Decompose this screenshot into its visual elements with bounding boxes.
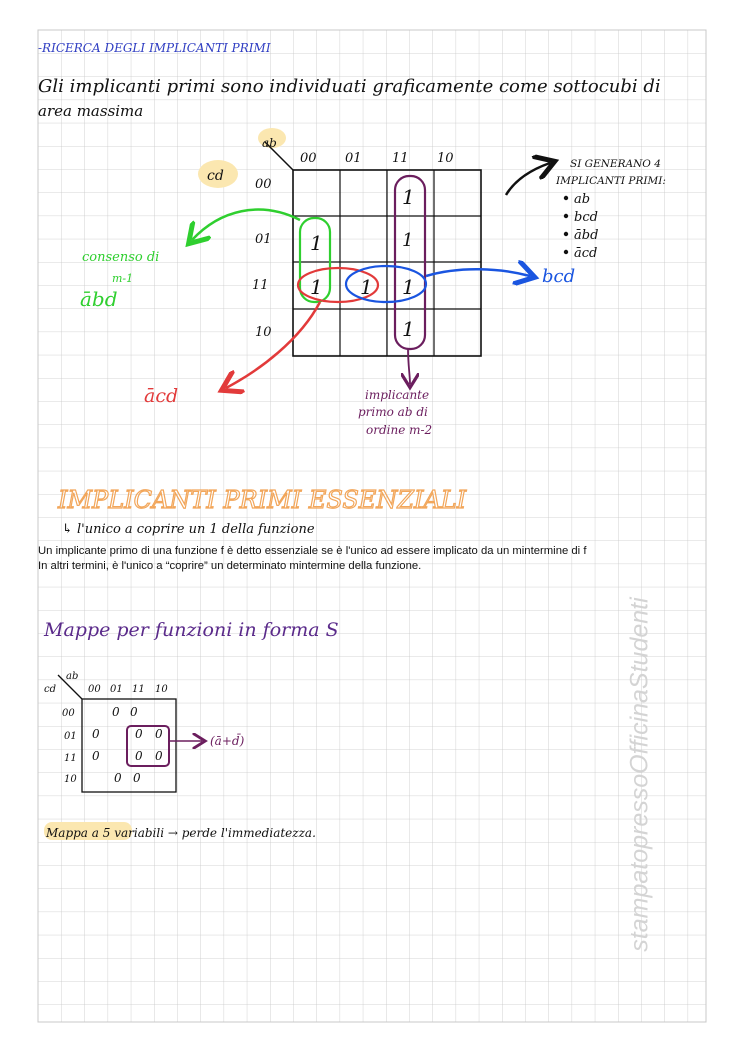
kmap2-col-00: 00 xyxy=(88,684,101,695)
kmap2-zero: 0 xyxy=(155,749,163,763)
kmap2-zero: 0 xyxy=(92,727,100,741)
kmap1-one: 1 xyxy=(402,317,415,341)
typed-definition-line1: Un implicante primo di una funzione f è detto essenziale se è l'unico ad essere implicato da un mintermine di f xyxy=(38,545,587,557)
kmap2-zero: 0 xyxy=(112,705,120,719)
kmap1-one: 1 xyxy=(402,185,415,209)
kmap1-col-11: 11 xyxy=(392,151,409,166)
kmap2-col-10: 10 xyxy=(155,684,168,695)
generated-item: ab xyxy=(574,192,591,207)
kmap2-zero: 0 xyxy=(135,727,143,741)
generated-item: ācd xyxy=(574,246,598,261)
kmap2-row-00: 00 xyxy=(62,708,75,719)
kmap1-row-01: 01 xyxy=(255,232,272,247)
typed-definition-line2: In altri termini, è l'unico a “coprire” un determinato mintermine della funzione. xyxy=(38,560,422,572)
kmap1-row-00: 00 xyxy=(255,177,272,192)
generated-line2: IMPLICANTI PRIMI: xyxy=(556,175,666,187)
kmap2-zero: 0 xyxy=(155,727,163,741)
bullet xyxy=(564,196,568,200)
kmap2-col-01: 01 xyxy=(110,684,123,695)
section3-title: Mappe per funzioni in forma S xyxy=(44,619,339,641)
kmap1-cd-label: cd xyxy=(207,168,224,184)
consenso-line2: m-1 xyxy=(112,272,134,285)
kmap1-one: 1 xyxy=(310,231,323,255)
section1-line1: Gli implicanti primi sono individuati graficamente come sottocubi di xyxy=(38,76,661,97)
kmap1-col-10: 10 xyxy=(437,151,454,166)
kmap2-zero: 0 xyxy=(92,749,100,763)
generated-item: ābd xyxy=(574,228,599,243)
kmap1-one: 1 xyxy=(402,275,415,299)
kmap2-zero: 0 xyxy=(133,771,141,785)
kmap1-row-10: 10 xyxy=(255,325,272,340)
watermark: stampatopressoOfficinaStudenti xyxy=(625,597,654,952)
kmap1-row-11: 11 xyxy=(252,278,269,293)
kmap1-col-00: 00 xyxy=(300,151,317,166)
kmap2-group-label: (ā+d̄) xyxy=(210,734,245,748)
kmap2-row-11: 11 xyxy=(64,753,77,764)
kmap2-col-11: 11 xyxy=(132,684,145,695)
bullet xyxy=(564,232,568,236)
section1-title: -RICERCA DEGLI IMPLICANTI PRIMI xyxy=(38,41,271,55)
kmap2-row-01: 01 xyxy=(64,731,77,742)
kmap2-cd-label: cd xyxy=(44,684,57,695)
kmap2-zero: 0 xyxy=(135,749,143,763)
section2-note: ↳ l'unico a coprire un 1 della funzione xyxy=(62,522,315,537)
kmap2-zero: 0 xyxy=(130,705,138,719)
prime-line1: implicante xyxy=(365,388,430,402)
kmap1-one: 1 xyxy=(402,230,414,251)
generated-line1: SI GENERANO 4 xyxy=(570,158,661,170)
section1-line2: area massima xyxy=(38,102,144,120)
bullet xyxy=(564,250,568,254)
section2-title: IMPLICANTI PRIMI ESSENZIALI xyxy=(58,486,467,514)
kmap2-row-10: 10 xyxy=(64,774,77,785)
kmap2-zero: 0 xyxy=(114,771,122,785)
consenso-term: ābd xyxy=(80,287,118,311)
kmap1-col-01: 01 xyxy=(345,151,362,166)
kmap2-ab-label: ab xyxy=(66,671,79,682)
prime-line3: ordine m-2 xyxy=(366,423,433,437)
kmap1-ab-label: ab xyxy=(262,136,277,150)
prime-line2: primo ab di xyxy=(358,405,428,419)
bcd-label: bcd xyxy=(542,266,576,287)
acd-label: ācd xyxy=(144,385,179,407)
kmap1-one: 1 xyxy=(360,275,373,299)
consenso-line1: consenso di xyxy=(82,250,160,265)
generated-item: bcd xyxy=(574,210,598,225)
section4-text: Mappa a 5 variabili → perde l'immediatezza. xyxy=(46,826,316,840)
bullet xyxy=(564,214,568,218)
kmap1-one: 1 xyxy=(310,275,323,299)
